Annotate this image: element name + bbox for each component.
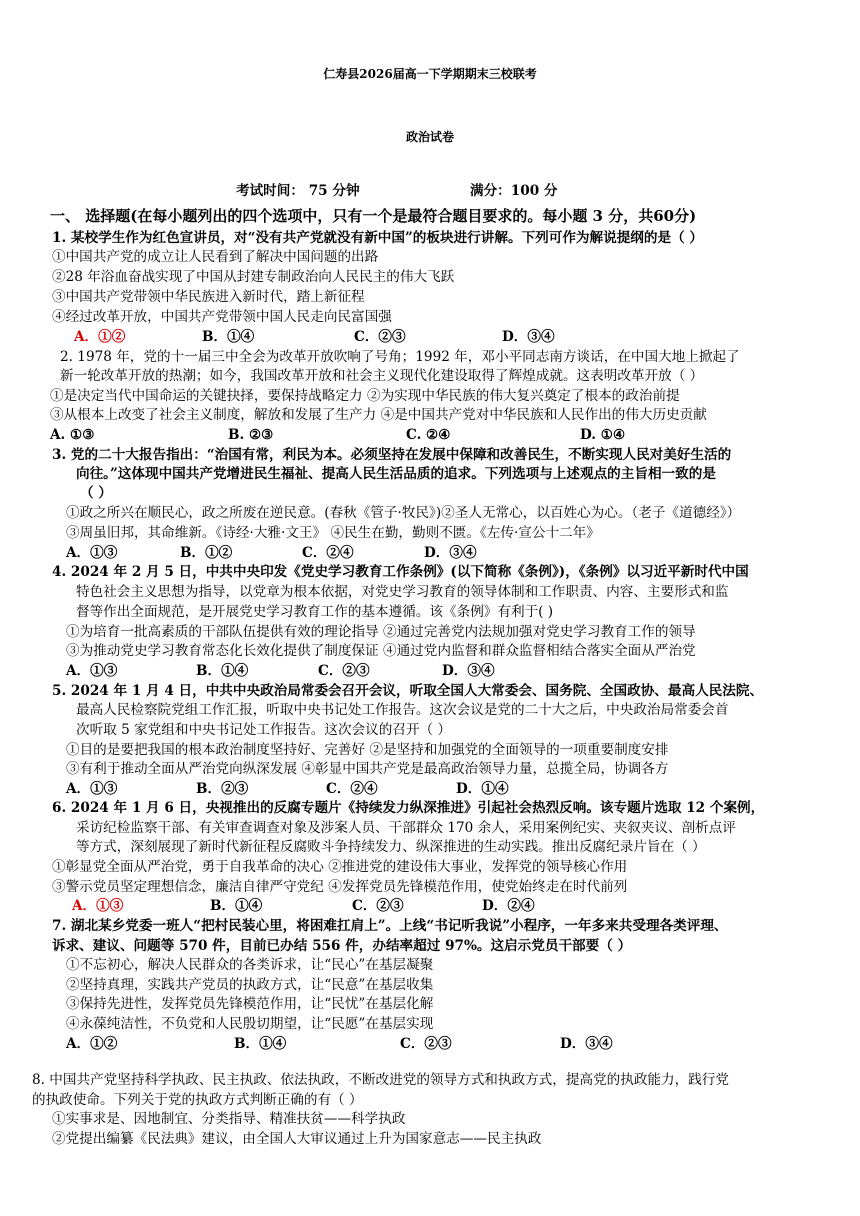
q1-stem: 1. 某校学生作为红色宣讲员，对“没有共产党就没有新中国”的板块进行讲解。下列可作为解说提纲的是（ ） <box>52 230 704 246</box>
q2-option-c[interactable]: C. ②④ <box>406 427 451 443</box>
q1-option-b[interactable]: B．①④ <box>202 329 255 345</box>
exam-time: 考试时间： 75 分钟 <box>236 183 360 199</box>
q5-statements-3-4: ③有利于推动全面从严治党向纵深发展 ④彰显中国共产党是最高政治领导力量，总揽全局，协调各方 <box>66 761 669 777</box>
q3-stem-line-1: 3. 党的二十大报告指出：“治国有常，利民为本。必须坚持在发展中保障和改善民生，不断实现人民对美好生活的 <box>52 447 732 463</box>
q2-statements-1-2: ①是决定当代中国命运的关键抉择，要保持战略定力 ②为实现中华民族的伟大复兴奠定了根本的政治前提 <box>50 388 680 404</box>
q8-statement-1: ①实事求是、因地制宜、分类指导、精准扶贫——科学执政 <box>52 1111 406 1127</box>
q6-stem-line-2: 采访纪检监察干部、有关审查调查对象及涉案人员、干部群众 170 余人，采用案例纪实、夹叙夹议、剖析点评 <box>76 820 736 836</box>
q1-statement-4: ④经过改革开放，中国共产党带领中国人民走向民富国强 <box>52 309 392 325</box>
q1-statement-1: ①中国共产党的成立让人民看到了解决中国问题的出路 <box>52 249 379 265</box>
q6-statements-3-4: ③警示党员坚定理想信念，廉洁自律严守党纪 ④发挥党员先锋模范作用，使党始终走在时代前列 <box>52 879 628 895</box>
q1-statement-2: ②28 年浴血奋战实现了中国从封建专制政治向人民民主的伟大飞跃 <box>52 269 455 285</box>
q5-option-c[interactable]: C．②④ <box>326 781 378 797</box>
answer-mark-q6: A．①③ <box>72 898 124 914</box>
q7-statement-4: ④永葆纯洁性，不负党和人民殷切期望，让“民愿”在基层实现 <box>66 1016 434 1032</box>
q3-option-a[interactable]: A．①③ <box>66 545 118 561</box>
q1-statement-3: ③中国共产党带领中华民族进入新时代，踏上新征程 <box>52 289 365 305</box>
subject-title: 政治试卷 <box>405 130 454 144</box>
q7-statement-3: ③保持先进性，发挥党员先锋模范作用，让“民忧”在基层化解 <box>66 996 434 1012</box>
q2-option-b[interactable]: B. ②③ <box>228 427 274 443</box>
q5-stem-line-3: 次听取 5 家党组和中央书记处工作报告。这次会议的召开（ ） <box>76 722 452 738</box>
q8-statement-2: ②党提出编纂《民法典》建议，由全国人大审议通过上升为国家意志——民主执政 <box>52 1131 542 1147</box>
q3-option-b[interactable]: B．①② <box>180 545 233 561</box>
q2-stem-line-2: 新一轮改革开放的热潮；如今，我国改革开放和社会主义现代化建设取得了辉煌成就。这表明改革开放（ ） <box>60 368 704 384</box>
q3-statements-3-4: ③周虽旧邦，其命维新。《诗经·大雅·文王》 ④民生在勤，勤则不匮。《左传·宣公十二年》 <box>66 525 600 541</box>
q2-statements-3-4: ③从根本上改变了社会主义制度，解放和发展了生产力 ④是中国共产党对中华民族和人民作出的伟大历史贡献 <box>50 407 707 423</box>
q7-option-c[interactable]: C．②③ <box>400 1036 452 1052</box>
q5-stem-line-2: 最高人民检察院党组工作汇报，听取中央书记处工作报告。这次会议是党的二十大之后，中央政治局常委会首 <box>76 702 729 718</box>
q8-stem-line-2: 的执政使命。下列关于党的执政方式判断正确的有（ ） <box>32 1092 363 1108</box>
q5-stem-line-1: 5. 2024 年 1 月 4 日，中共中央政治局常委会召开会议，听取全国人大常委会、国务院、全国政协、最高人民法院、 <box>52 683 764 699</box>
q3-stem-line-3: （ ） <box>80 485 112 501</box>
q4-stem-line-1: 4. 2024 年 2 月 5 日，中共中央印发《党史学习教育工作条例》(以下简称《条例》)，《条例》以习近平新时代中国 <box>52 564 749 580</box>
q4-option-a[interactable]: A．①③ <box>66 663 118 679</box>
q1-option-d[interactable]: D．③④ <box>502 329 555 345</box>
q3-stem-line-2: 向往。”这体现中国共产党增进民生福祉、提高人民生活品质的追求。下列选项与上述观点的主旨相一致的是 <box>76 466 716 482</box>
full-score: 满分：100 分 <box>470 183 558 199</box>
q5-option-a[interactable]: A．①③ <box>66 781 118 797</box>
q4-stem-line-2: 特色社会主义思想为指导，以党章为根本依据，对党史学习教育的领导体制和工作职责、内容、主要形式和监 <box>76 584 729 600</box>
answer-mark-a: A．①② <box>74 329 126 345</box>
q1-option-a[interactable] <box>74 328 125 346</box>
q6-statements-1-2: ①彰显党全面从严治党，勇于自我革命的决心 ②推进党的建设伟大事业，发挥党的领导核心作用 <box>52 859 628 875</box>
q7-stem-line-1: 7. 湖北某乡党委一班人“把村民装心里，将困难扛肩上”。上线“书记听我说”小程序，一年多来共受理各类评理、 <box>52 918 728 934</box>
q6-option-c[interactable]: C．②③ <box>352 898 404 914</box>
q7-statement-1: ①不忘初心，解决人民群众的各类诉求，让“民心”在基层凝聚 <box>66 957 434 973</box>
q6-stem-line-1: 6. 2024 年 1 月 6 日，央视推出的反腐专题片《持续发力纵深推进》引起社会热烈反响。该专题片选取 12 个案例， <box>52 800 765 816</box>
q4-stem-line-3: 督等作出全面规范，是开展党史学习教育工作的基本遵循。该《条例》有利于( ) <box>76 604 554 620</box>
q2-option-d[interactable]: D. ①④ <box>580 427 626 443</box>
q5-option-b[interactable]: B．②③ <box>196 781 249 797</box>
q6-option-a[interactable] <box>72 897 123 915</box>
q7-option-a[interactable]: A．①② <box>66 1036 118 1052</box>
q5-option-d[interactable]: D．①④ <box>456 781 509 797</box>
q4-option-d[interactable]: D．③④ <box>442 663 495 679</box>
q4-statements-1-2: ①为培育一批高素质的干部队伍提供有效的理论指导 ②通过完善党内法规加强对党史学习教育工作的领导 <box>66 624 696 640</box>
section-heading: 一、 选择题(在每小题列出的四个选项中，只有一个是最符合题目要求的。每小题 3 分，共60分) <box>50 207 697 225</box>
q4-option-b[interactable]: B．①④ <box>196 663 249 679</box>
q4-option-c[interactable]: C．②③ <box>318 663 370 679</box>
q7-option-d[interactable]: D．③④ <box>560 1036 613 1052</box>
q7-stem-line-2: 诉求、建议、问题等 570 件，目前已办结 556 件，办结率超过 97%。这启示党员干部要（ ） <box>52 938 632 954</box>
q4-statements-3-4: ③为推动党史学习教育常态化长效化提供了制度保证 ④通过党内监督和群众监督相结合落实全面从严治党 <box>66 643 696 659</box>
q5-statements-1-2: ①目的是要把我国的根本政治制度坚持好、完善好 ②是坚持和加强党的全面领导的一项重要制度安排 <box>66 742 669 758</box>
q2-stem-line-1: 2. 1978 年，党的十一届三中全会为改革开放吹响了号角；1992 年，邓小平同志南方谈话，在中国大地上掀起了 <box>60 349 740 365</box>
q7-statement-2: ②坚持真理，实践共产党员的执政方式，让“民意”在基层收集 <box>66 977 434 993</box>
q3-statements-1-2: ①政之所兴在顺民心，政之所废在逆民意。(春秋《管子·牧民》)②圣人无常心，以百姓心为心。（老子《道德经》） <box>66 505 741 521</box>
q8-stem-line-1: 8. 中国共产党坚持科学执政、民主执政、依法执政，不断改进党的领导方式和执政方式，提高党的执政能力，践行党 <box>32 1072 729 1088</box>
q7-option-b[interactable]: B．①④ <box>234 1036 287 1052</box>
q3-option-d[interactable]: D．③④ <box>424 545 477 561</box>
q6-option-d[interactable]: D．②④ <box>482 898 535 914</box>
exam-title: 仁寿县2026届高一下学期期末三校联考 <box>323 67 537 81</box>
q6-stem-line-3: 等方式，深刻展现了新时代新征程反腐败斗争持续发力、纵深推进的生动实践。推出反腐纪录片旨在（ ） <box>76 839 706 855</box>
q1-option-c[interactable]: C．②③ <box>354 329 406 345</box>
q3-option-c[interactable]: C．②④ <box>302 545 354 561</box>
q2-option-a[interactable]: A. ①③ <box>50 427 95 443</box>
q6-option-b[interactable]: B．①④ <box>210 898 263 914</box>
